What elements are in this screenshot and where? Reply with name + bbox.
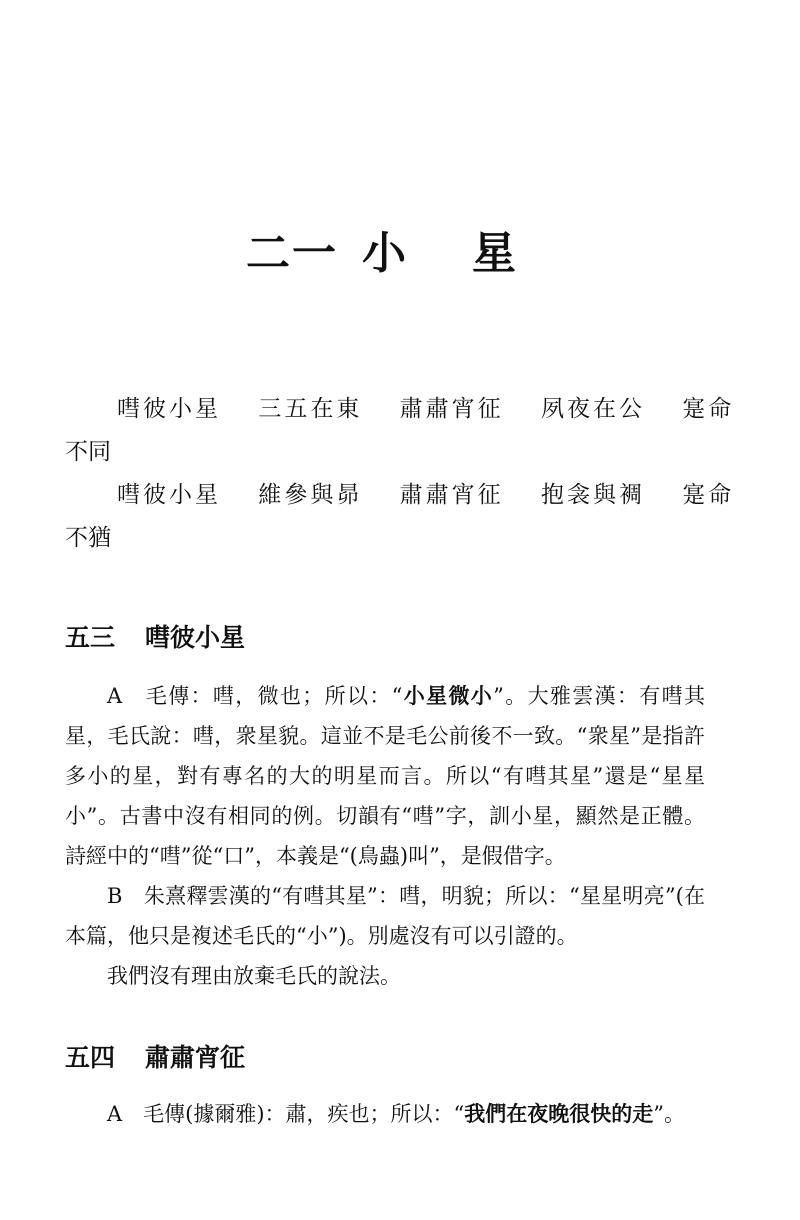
poem-text [65,388,735,560]
poem-segment: 維參與昴 [258,482,363,508]
poem-line [65,388,735,431]
section-54-body [65,1094,705,1134]
section-53-body [65,676,705,996]
page-title [0,228,800,288]
section-number: 五四 [65,1043,116,1072]
paragraph-text: A 毛傳：嘒，微也；所以：“ [107,684,403,708]
paragraph-text: A 毛傳(據爾雅)：肅，疾也；所以：“ [107,1102,465,1126]
paragraph-a [65,676,705,876]
section-heading-53 [65,618,245,658]
paragraph-conclusion: 我們沒有理由放棄毛氏的說法。 [107,964,401,988]
poem-segment: 寔命 [682,482,735,508]
title-char-1: 小 [362,228,408,279]
section-title: 嘒彼小星 [145,623,246,652]
poem-continuation: 不同 [65,439,111,465]
poem-segment: 夙夜在公 [540,396,645,422]
section-title: 肅肅宵征 [145,1043,246,1072]
section-number: 五三 [65,623,116,652]
poem-segment: 嘒彼小星 [117,396,221,422]
poem-segment: 肅肅宵征 [399,482,504,508]
poem-continuation: 不猶 [65,525,111,551]
poem-segment: 肅肅宵征 [399,396,504,422]
poem-line [65,474,735,517]
title-number: 二一 [246,228,338,279]
bold-gloss: 我們在夜晚很快的走 [464,1102,654,1126]
section-heading-54 [65,1038,245,1078]
paragraph-a [65,1094,705,1134]
paragraph-text: ”。大雅雲漢：有嘒其星，毛氏說：嘒，衆星貌。這並不是毛公前後不一致。“衆星”是指許多小的星，對有專名的大的明星而言。所以“有嘒其星”還是“星星小”。古書中沒有相同的例。切韻有“嘒”字，訓小星，顯然是正體。詩經中的“嘒”從“口”，本義是“(鳥蟲)叫”，是假借字。 [65,684,705,868]
poem-segment: 抱衾與裯 [540,482,645,508]
paragraph-text: ”。 [653,1102,686,1126]
bold-gloss: 小星微小 [402,684,494,708]
poem-segment: 嘒彼小星 [117,482,221,508]
title-char-2: 星 [472,228,518,279]
poem-segment: 三五在東 [258,396,363,422]
poem-segment: 寔命 [682,396,735,422]
paragraph-b: B 朱熹釋雲漢的“有嘒其星”：嘒，明貌；所以：“星星明亮”(在本篇，他只是複述毛氏的“小”)。別處沒有可以引證的。 [65,884,705,948]
